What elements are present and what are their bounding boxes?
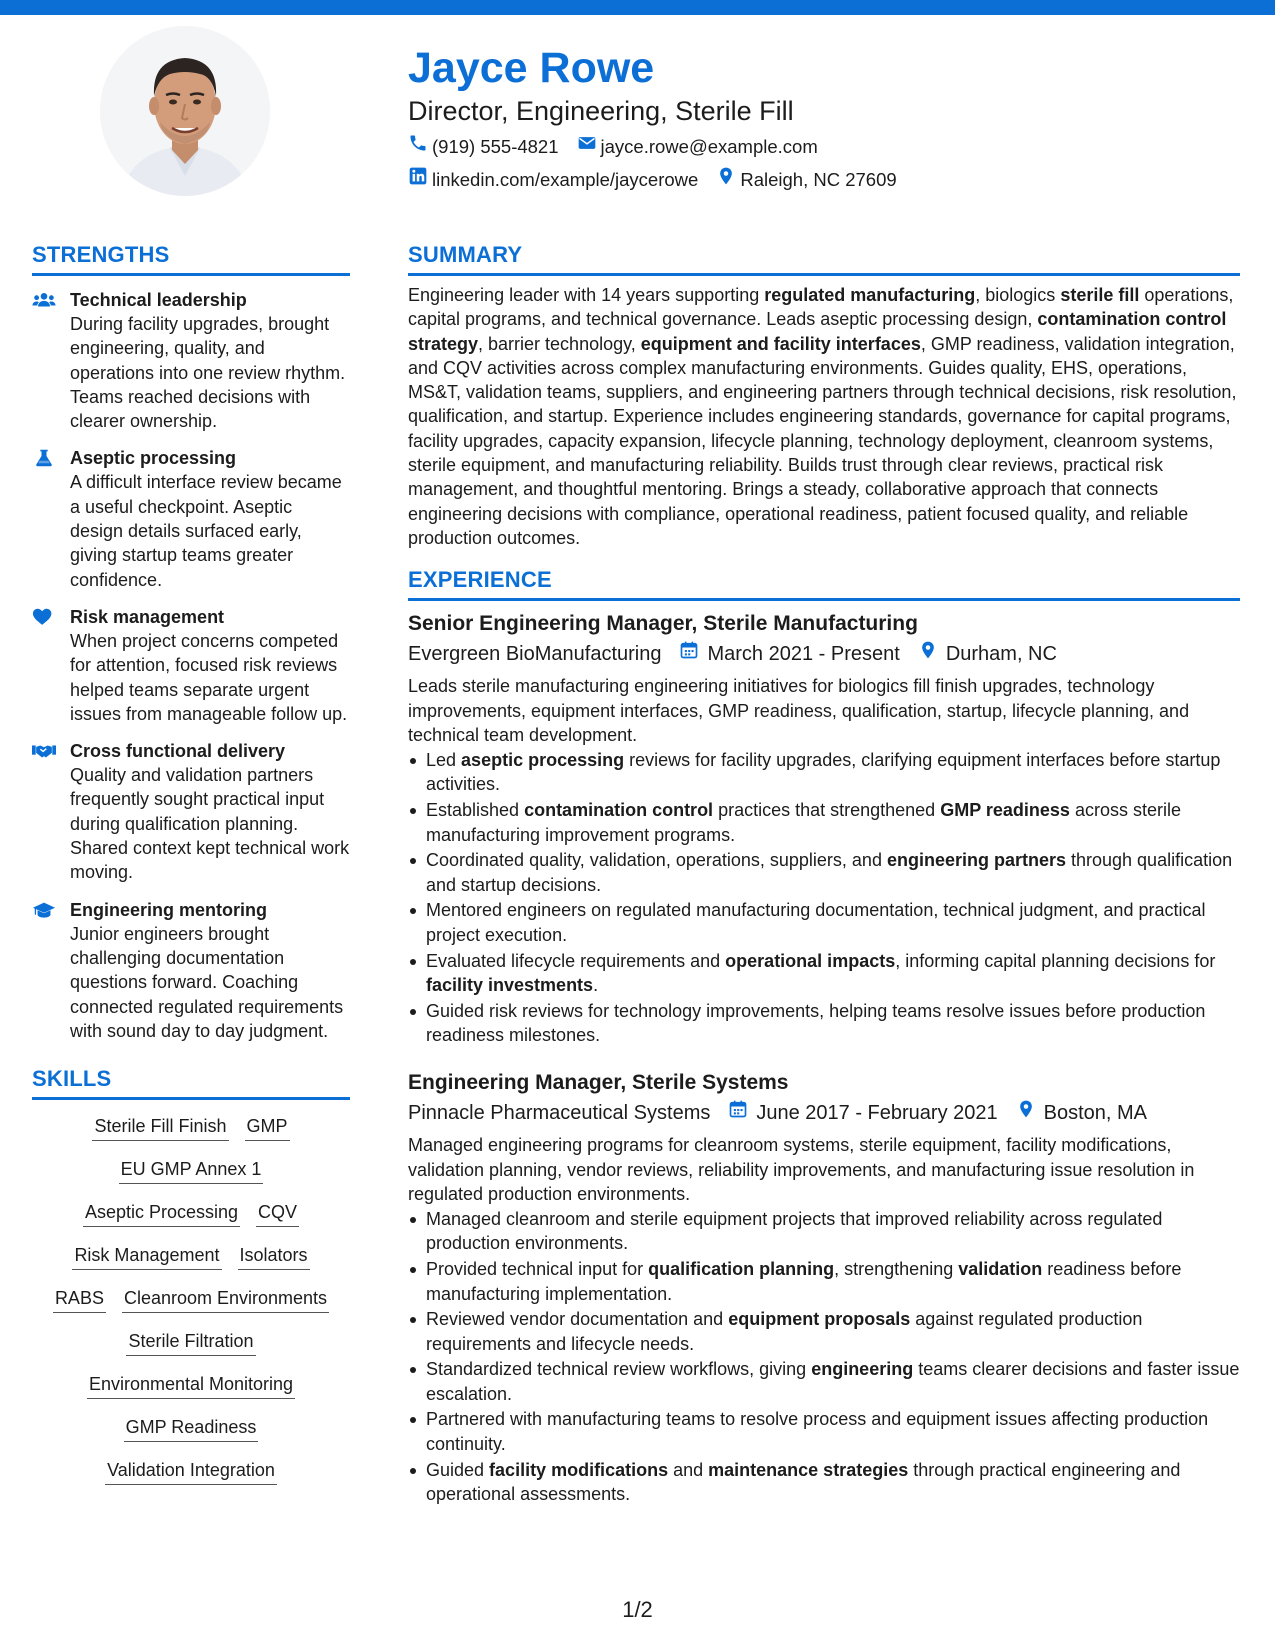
profile-photo <box>100 26 270 196</box>
right-column <box>408 241 1240 1508</box>
job-entry <box>408 610 1240 1047</box>
skill-tag: RABS <box>53 1286 106 1313</box>
phone-text: (919) 555-4821 <box>432 135 559 157</box>
job-bullet: Evaluated lifecycle requirements and operational impacts, informing capital planning decisions for facility investments. <box>408 949 1240 998</box>
location-contact <box>716 166 896 193</box>
job-company: Pinnacle Pharmaceutical Systems <box>408 1102 711 1125</box>
linkedin-text: linkedin.com/example/jaycerowe <box>432 168 699 190</box>
job-bullet: Led aseptic processing reviews for facility upgrades, clarifying equipment interfaces before startup activities. <box>408 748 1240 797</box>
strengths-section <box>32 241 350 1043</box>
job-location <box>1016 1099 1147 1127</box>
job-bullet: Managed cleanroom and sterile equipment projects that improved reliability across regulated production environments. <box>408 1207 1240 1256</box>
skill-tag: Isolators <box>238 1243 310 1270</box>
experience-section <box>408 566 1240 1506</box>
strength-title: Engineering mentoring <box>70 899 268 920</box>
job-bullet: Guided risk reviews for technology improvements, helping teams resolve issues before production readiness milestones. <box>408 999 1240 1048</box>
linkedin-contact[interactable] <box>408 166 698 193</box>
strength-item <box>32 446 350 591</box>
skill-tag: Environmental Monitoring <box>87 1372 295 1399</box>
strength-desc: When project concerns competed for attention, focused risk reviews helped teams separate urgent issues from manageable follow up. <box>70 630 348 724</box>
left-column <box>32 241 350 1501</box>
job-dates-text: June 2017 - February 2021 <box>756 1102 998 1125</box>
graduation-cap-icon <box>32 898 70 1043</box>
candidate-name: Jayce Rowe <box>408 44 655 92</box>
experience-heading: EXPERIENCE <box>408 567 552 593</box>
job-dates <box>679 640 899 668</box>
skills-divider <box>32 1097 350 1100</box>
location-text: Raleigh, NC 27609 <box>740 168 897 190</box>
job-location-text: Boston, MA <box>1043 1102 1148 1125</box>
heart-icon <box>32 605 70 726</box>
page-number: 1/2 <box>622 1597 653 1622</box>
skill-tag: Sterile Filtration <box>126 1329 255 1356</box>
strength-item <box>32 898 350 1043</box>
strength-title: Aseptic processing <box>70 448 237 469</box>
flask-icon <box>32 446 70 591</box>
job-bullet: Established contamination control practices that strengthened GMP readiness across sterile manufacturing improvement programs. <box>408 798 1240 847</box>
skill-tag: GMP <box>245 1114 290 1141</box>
job-entry <box>408 1069 1240 1506</box>
job-bullet: Standardized technical review workflows, giving engineering teams clearer decisions and faster issue escalation. <box>408 1357 1240 1406</box>
skill-tag: CQV <box>256 1200 299 1227</box>
strengths-divider <box>32 273 350 276</box>
strength-desc: During facility upgrades, brought engineering, quality, and operations into one review rhythm. Teams reached decisions with clearer ownership. <box>70 314 346 432</box>
job-title: Engineering Manager, Sterile Systems <box>408 1071 789 1095</box>
job-bullet: Coordinated quality, validation, operations, suppliers, and engineering partners through qualification and startup decisions. <box>408 848 1240 897</box>
email-contact[interactable] <box>577 133 818 160</box>
calendar-icon <box>728 1099 756 1127</box>
strengths-heading: STRENGTHS <box>32 242 170 267</box>
skill-tag: Cleanroom Environments <box>122 1286 329 1313</box>
job-description: Leads sterile manufacturing engineering initiatives for biologics fill finish upgrades, technology improvements, equipment interfaces, GMP readiness, qualification, startup, lifecycle planning, and technical team development. <box>408 676 1190 745</box>
summary-divider <box>408 273 1240 276</box>
job-description: Managed engineering programs for cleanroom systems, sterile equipment, facility modifications, validation planning, vendor reviews, reliability improvements, and manufacturing issue resolution in regulated production environments. <box>408 1135 1195 1204</box>
summary-text: Engineering leader with 14 years supporting regulated manufacturing, biologics sterile fill operations, capital programs, and technical governance. Leads aseptic processing design, contamination control strategy, barrier technology, equipment and facility interfaces, GMP readiness, validation integration, and CQV activities across complex manufacturing environments. Guides quality, EHS, operations, MS&T, validation teams, suppliers, and engineering partners through technical decisions, risk resolution, qualification, and startup. Experience includes engineering standards, governance for capital programs, facility upgrades, capacity expansion, lifecycle planning, technology deployment, cleanroom systems, sterile equipment, and manufacturing reliability. Builds trust through clear reviews, practical risk management, and thoughtful mentoring. Brings a steady, collaborative approach that connects engineering decisions with compliance, operational readiness, patient focused quality, and reliable production outcomes. <box>408 285 1237 548</box>
job-dates <box>728 1099 997 1127</box>
job-bullet: Mentored engineers on regulated manufacturing documentation, technical judgment, and practical project execution. <box>408 898 1240 947</box>
strength-title: Cross functional delivery <box>70 741 286 762</box>
candidate-title: Director, Engineering, Sterile Fill <box>408 96 794 126</box>
skills-heading: SKILLS <box>32 1066 112 1092</box>
contact-row-2 <box>408 166 1228 193</box>
strength-item <box>32 605 350 726</box>
users-icon <box>32 288 70 433</box>
job-bullet: Guided facility modifications and maintenance strategies through practical engineering and operational assessments. <box>408 1458 1240 1507</box>
skill-tag: Aseptic Processing <box>83 1200 240 1227</box>
job-bullet: Provided technical input for qualification planning, strengthening validation readiness before manufacturing implementation. <box>408 1257 1240 1306</box>
strength-desc: Junior engineers brought challenging documentation questions forward. Coaching connected regulated requirements with sound day to day judgment. <box>70 923 344 1041</box>
contact-row-1 <box>408 133 1228 160</box>
job-company: Evergreen BioManufacturing <box>408 643 662 666</box>
resume-header <box>408 40 1228 193</box>
map-pin-icon <box>1016 1099 1044 1127</box>
phone-contact[interactable] <box>408 133 559 160</box>
strength-title: Risk management <box>70 606 225 627</box>
skill-tag: GMP Readiness <box>124 1415 259 1442</box>
experience-divider <box>408 598 1240 601</box>
summary-heading: SUMMARY <box>408 242 523 267</box>
top-accent-bar <box>0 0 1275 15</box>
job-bullets <box>408 748 1240 1047</box>
email-text: jayce.rowe@example.com <box>600 135 818 157</box>
map-pin-icon <box>716 166 740 193</box>
job-meta <box>408 1099 1240 1127</box>
skill-tag: Risk Management <box>72 1243 221 1270</box>
job-bullet: Reviewed vendor documentation and equipment proposals against regulated production requirements and lifecycle needs. <box>408 1307 1240 1356</box>
strength-desc: Quality and validation partners frequently sought practical input during qualification planning. Shared context kept technical work moving. <box>70 765 350 883</box>
job-location <box>918 640 1057 668</box>
job-meta <box>408 640 1240 668</box>
skills-section <box>32 1065 350 1501</box>
job-bullet: Partnered with manufacturing teams to resolve process and equipment issues affecting production continuity. <box>408 1407 1240 1456</box>
phone-icon <box>408 133 432 160</box>
skill-tag: Sterile Fill Finish <box>92 1114 228 1141</box>
handshake-icon <box>32 739 70 884</box>
skill-tag: EU GMP Annex 1 <box>119 1157 264 1184</box>
job-location-text: Durham, NC <box>945 643 1057 666</box>
envelope-icon <box>577 133 601 160</box>
calendar-icon <box>679 640 707 668</box>
strength-title: Technical leadership <box>70 290 247 310</box>
skill-tag: Validation Integration <box>105 1458 277 1485</box>
skills-list <box>32 1114 350 1501</box>
job-dates-text: March 2021 - Present <box>707 643 900 666</box>
summary-section <box>408 241 1240 550</box>
strength-desc: A difficult interface review became a useful checkpoint. Aseptic design details surfaced early, giving startup teams greater confidence. <box>70 472 342 590</box>
linkedin-icon <box>408 166 432 193</box>
strength-item <box>32 739 350 884</box>
job-title: Senior Engineering Manager, Sterile Manufacturing <box>408 612 918 636</box>
map-pin-icon <box>918 640 946 668</box>
job-bullets <box>408 1207 1240 1506</box>
strength-item <box>32 288 350 433</box>
